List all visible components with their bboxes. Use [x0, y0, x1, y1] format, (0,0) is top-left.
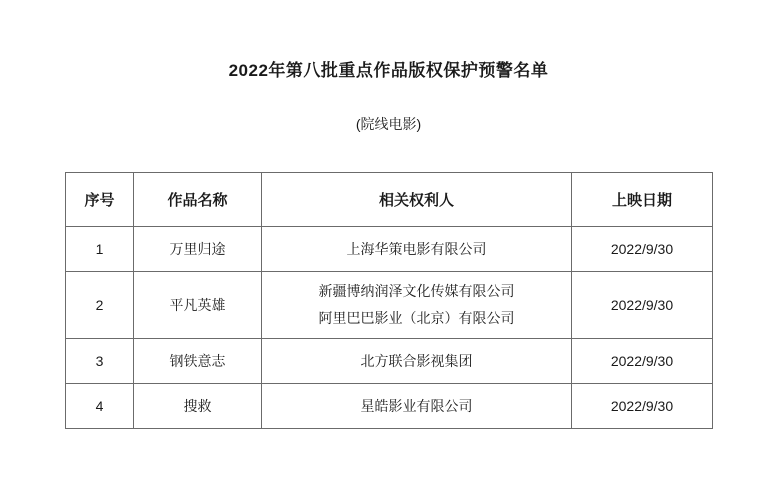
cell-release-date: 2022/9/30	[572, 339, 713, 384]
table-row	[66, 272, 713, 339]
column-header-index: 序号	[66, 173, 134, 227]
cell-index: 1	[66, 227, 134, 272]
cell-release-date: 2022/9/30	[572, 384, 713, 429]
cell-work-title: 搜救	[134, 384, 262, 429]
column-header-owner: 相关权利人	[262, 173, 572, 227]
cell-work-title: 平凡英雄	[134, 272, 262, 339]
owner-line: 上海华策电影有限公司	[346, 240, 487, 257]
cell-release-date: 2022/9/30	[572, 272, 713, 339]
cell-rights-owner	[262, 384, 572, 429]
cell-index: 3	[66, 339, 134, 384]
owner-line: 阿里巴巴影业（北京）有限公司	[318, 310, 515, 326]
cell-work-title: 钢铁意志	[134, 339, 262, 384]
table-row	[66, 384, 713, 429]
table-body	[66, 227, 713, 429]
cell-index: 4	[66, 384, 134, 429]
copyright-warning-table	[65, 172, 713, 429]
column-header-work: 作品名称	[134, 173, 262, 227]
table-header-row	[66, 173, 713, 227]
column-header-date: 上映日期	[572, 173, 713, 227]
table-row	[66, 227, 713, 272]
page-title: 2022年第八批重点作品版权保护预警名单	[228, 61, 549, 80]
cell-index: 2	[66, 272, 134, 339]
page-subtitle: (院线电影)	[355, 116, 422, 132]
owner-line: 北方联合影视集团	[360, 352, 473, 369]
cell-release-date: 2022/9/30	[572, 227, 713, 272]
owner-line: 星皓影业有限公司	[360, 397, 473, 414]
table-container	[0, 134, 777, 429]
cell-rights-owner	[262, 272, 572, 339]
owner-line: 新疆博纳润泽文化传媒有限公司	[318, 283, 515, 300]
cell-rights-owner	[262, 227, 572, 272]
cell-work-title: 万里归途	[134, 227, 262, 272]
table-row	[66, 339, 713, 384]
table-header	[66, 173, 713, 227]
cell-rights-owner	[262, 339, 572, 384]
